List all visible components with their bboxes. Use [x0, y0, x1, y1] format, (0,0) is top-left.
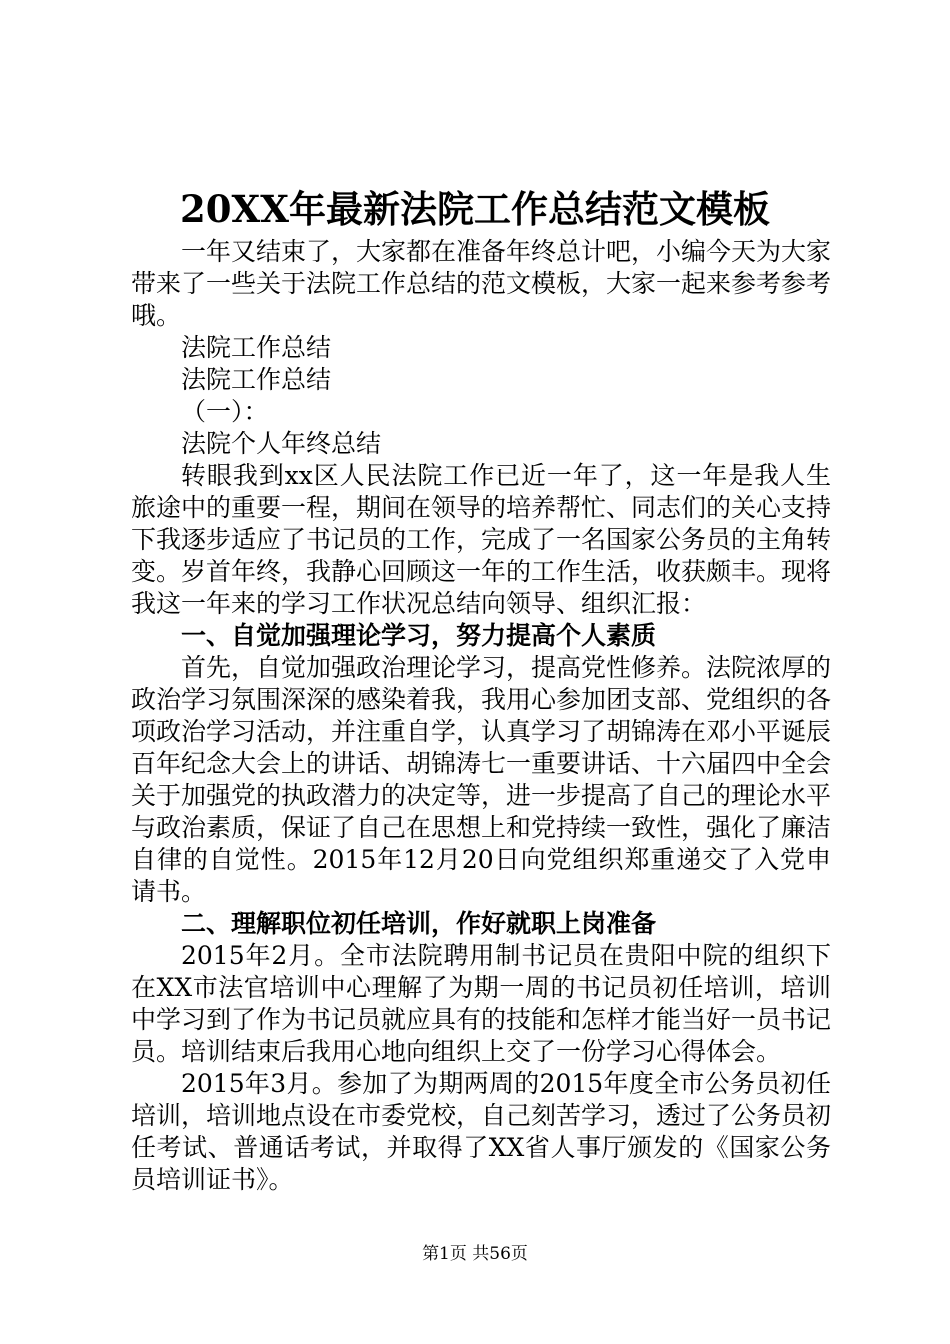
- body-paragraph: 2015年2月。全市法院聘用制书记员在贵阳中院的组织下在XX市法官培训中心理解了为期一周的书记员初任培训，培训中学习到了作为书记员就应具有的技能和怎样才能当好一员书记员。培训结束后我用心地向组织上交了一份学习心得体会。: [131, 941, 832, 1066]
- body-paragraph: 首先，自觉加强政治理论学习，提高党性修养。法院浓厚的政治学习氛围深深的感染着我，我用心参加团支部、党组织的各项政治学习活动，并注重自学，认真学习了胡锦涛在邓小平诞辰百年纪念大会上的讲话、胡锦涛七一重要讲话、十六届四中全会关于加强党的执政潜力的决定等，进一步提高了自己的理论水平与政治素质，保证了自己在思想上和党持续一致性，强化了廉洁自律的自觉性。2015年12月20日向党组织郑重递交了入党申请书。: [131, 653, 832, 906]
- section-heading: 二、理解职位初任培训，作好就职上岗准备: [181, 909, 657, 938]
- section-number: （一）：: [181, 397, 269, 426]
- page-title: 20XX年最新法院工作总结范文模板: [180, 187, 770, 231]
- document-body: [131, 236, 831, 1196]
- body-paragraph: 2015年3月。参加了为期两周的2015年度全市公务员初任培训，培训地点设在市委党校，自己刻苦学习，透过了公务员初任考试、普通话考试，并取得了XX省人事厅颁发的《国家公务员培训证书》。: [131, 1069, 832, 1194]
- section-label: 法院工作总结: [181, 365, 332, 394]
- intro-paragraph: 一年又结束了，大家都在准备年终总计吧，小编今天为大家带来了一些关于法院工作总结的范文模板，大家一起来参考参考哦。: [131, 237, 832, 330]
- section-subtitle: 法院个人年终总结: [181, 429, 382, 458]
- body-paragraph: 转眼我到xx区人民法院工作已近一年了，这一年是我人生旅途中的重要一程，期间在领导的培养帮忙、同志们的关心支持下我逐步适应了书记员的工作，完成了一名国家公务员的主角转变。岁首年终，我静心回顾这一年的工作生活，收获颇丰。现将我这一年来的学习工作状况总结向领导、组织汇报：: [131, 461, 832, 618]
- section-label: 法院工作总结: [181, 333, 332, 362]
- section-heading: 一、自觉加强理论学习，努力提高个人素质: [181, 621, 657, 650]
- page-footer: 第1页 共56页: [422, 1244, 528, 1264]
